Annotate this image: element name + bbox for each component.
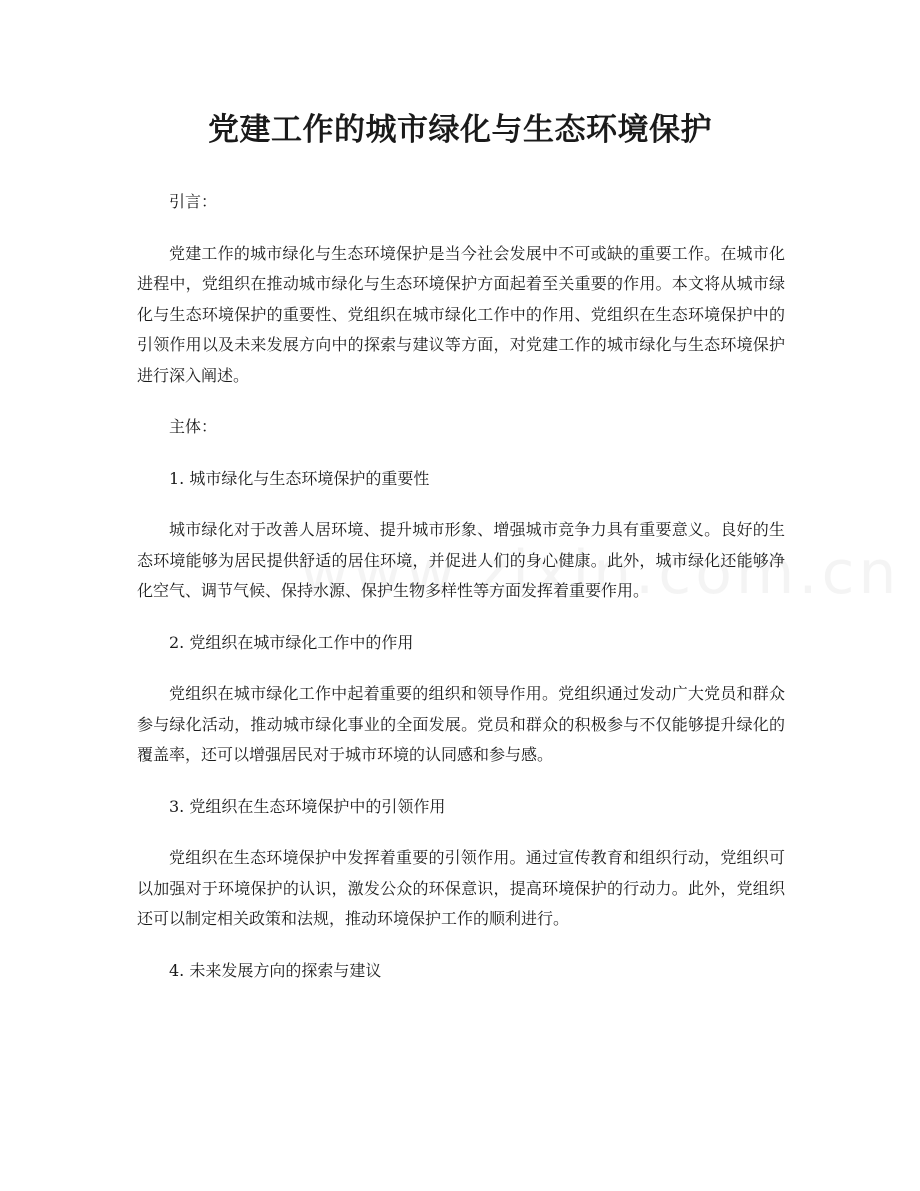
document-title: 党建工作的城市绿化与生态环境保护 <box>208 112 712 148</box>
section-heading-1: 1. 城市绿化与生态环境保护的重要性 <box>169 468 430 488</box>
intro-paragraph: 党建工作的城市绿化与生态环境保护是当今社会发展中不可或缺的重要工作。在城市化进程中，党组织在推动城市绿化与生态环境保护方面起着至关重要的作用。本文将从城市绿化与生态环境保护的重要性、党组织在城市绿化工作中的作用、党组织在生态环境保护中的引领作用以及未来发展方向中的探索与建议等方面，对党建工作的城市绿化与生态环境保护进行深入阐述。 <box>137 243 785 385</box>
section-paragraph-1: 城市绿化对于改善人居环境、提升城市形象、增强城市竞争力具有重要意义。良好的生态环境能够为居民提供舒适的居住环境，并促进人们的身心健康。此外，城市绿化还能够净化空气、调节气候、保持水源、保护生物多样性等方面发挥着重要作用。 <box>137 520 785 600</box>
section-paragraph-2: 党组织在城市绿化工作中起着重要的组织和领导作用。党组织通过发动广大党员和群众参与绿化活动，推动城市绿化事业的全面发展。党员和群众的积极参与不仅能够提升绿化的覆盖率，还可以增强居民对于城市环境的认同感和参与感。 <box>137 684 785 764</box>
section-paragraph-3: 党组织在生态环境保护中发挥着重要的引领作用。通过宣传教育和组织行动，党组织可以加强对于环境保护的认识，激发公众的环保意识，提高环境保护的行动力。此外，党组织还可以制定相关政策和法规，推动环境保护工作的顺利进行。 <box>137 848 785 928</box>
document-body <box>137 187 785 1007</box>
body-heading: 主体： <box>169 417 218 436</box>
intro-heading: 引言： <box>169 192 218 211</box>
section-heading-2: 2. 党组织在城市绿化工作中的作用 <box>169 632 414 652</box>
section-heading-4: 4. 未来发展方向的探索与建议 <box>169 960 382 980</box>
section-heading-3: 3. 党组织在生态环境保护中的引领作用 <box>169 796 446 816</box>
